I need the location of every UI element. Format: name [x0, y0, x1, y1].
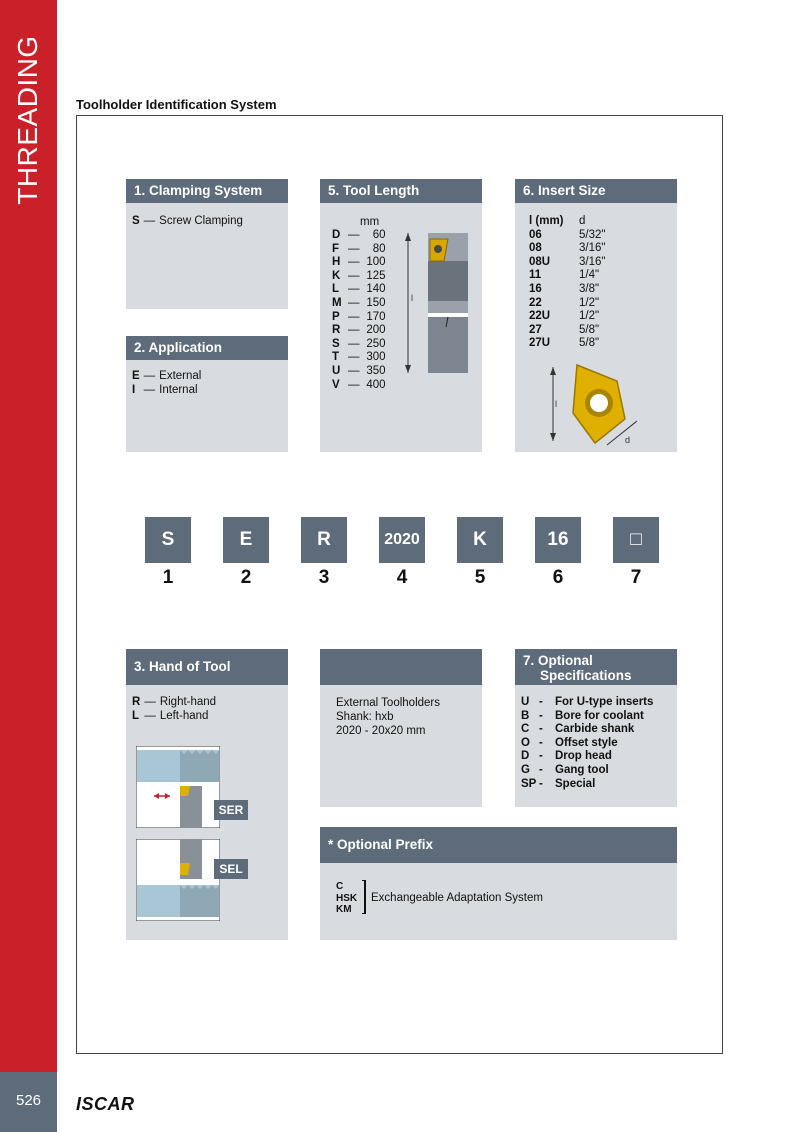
insert-d: 1/2": [579, 310, 600, 323]
item-code: D: [521, 750, 530, 763]
prefix-code: C: [336, 881, 344, 892]
code-box-6: 16: [535, 517, 581, 563]
list-item: [529, 337, 605, 351]
list-item: [521, 723, 653, 737]
length-code: V: [332, 378, 340, 391]
length-code: K: [332, 269, 341, 282]
length-value: 350: [366, 364, 386, 377]
tool-length-panel: [320, 179, 482, 452]
length-code: F: [332, 242, 340, 255]
list-item: [332, 324, 386, 338]
hand-title: 3. Hand of Tool: [126, 649, 288, 685]
code-box-5: K: [457, 517, 503, 563]
col-d-header: d: [579, 215, 586, 227]
application-panel: [126, 336, 288, 452]
list-item: [332, 256, 386, 270]
item-desc: Carbide shank: [555, 723, 635, 736]
list-item: [332, 351, 386, 365]
prefix-desc: Exchangeable Adaptation System: [371, 892, 543, 904]
list-item: [529, 324, 605, 338]
list-item: [132, 710, 216, 724]
item-desc: Offset style: [555, 736, 618, 749]
list-item: [332, 229, 386, 243]
insert-l: 11: [529, 269, 542, 282]
length-code: D: [332, 229, 341, 241]
item-sep: —: [348, 229, 360, 241]
prefix-code: KM: [336, 904, 352, 915]
item-desc: Left-hand: [159, 709, 209, 722]
list-item: [332, 297, 386, 311]
list-item: [332, 311, 386, 325]
insert-d: 5/32": [579, 228, 606, 241]
prefix-code: HSK: [336, 892, 358, 904]
prefix-panel: [320, 827, 677, 940]
code-number-3: 3: [318, 567, 330, 588]
dim-l-label: l: [555, 399, 557, 409]
insert-d: 1/2": [579, 296, 600, 309]
length-code: M: [332, 296, 342, 309]
code-number-2: 2: [240, 567, 252, 588]
clamping-panel: [126, 179, 288, 309]
optional-title-line-2: Specifications: [540, 668, 632, 683]
insert-d: 3/16": [579, 255, 606, 268]
optional-title-line-1: 7. Optional: [523, 653, 593, 668]
brand-logo: ISCAR: [76, 1094, 135, 1114]
application-list: [132, 370, 201, 397]
list-item: [521, 696, 653, 710]
insert-size-list: [529, 215, 605, 351]
length-value: 150: [366, 296, 386, 309]
dim-l-label: l: [411, 293, 413, 303]
length-value: 80: [372, 242, 386, 255]
unit-label: mm: [360, 216, 380, 228]
insert-l: 27U: [529, 337, 551, 350]
item-code: S: [132, 215, 140, 227]
item-desc: Internal: [159, 383, 198, 396]
prefix-title: * Optional Prefix: [320, 827, 677, 863]
length-value: 250: [366, 337, 386, 350]
insert-size-header: [529, 215, 605, 229]
code-box-2: E: [223, 517, 269, 563]
length-code: L: [332, 283, 340, 296]
section-title: THREADING: [12, 35, 43, 205]
prefix-codes: [336, 881, 357, 916]
length-value: 300: [366, 351, 386, 364]
list-item: [332, 365, 386, 379]
item-sep: -: [539, 696, 543, 708]
shank-line-3: 2020 - 20x20 mm: [336, 725, 426, 737]
insert-illustration: [541, 359, 671, 451]
list-item: [332, 338, 386, 352]
item-desc: External: [159, 370, 202, 382]
item-desc: Special: [555, 777, 596, 790]
item-code: L: [132, 709, 140, 722]
length-value: 125: [366, 269, 386, 282]
sel-illustration: [136, 839, 220, 921]
insert-l: 16: [529, 282, 542, 295]
list-item: [529, 229, 605, 243]
clamping-title: 1. Clamping System: [126, 179, 288, 203]
ser-illustration: [136, 746, 220, 828]
dim-d-label: d: [625, 435, 631, 445]
item-code: R: [132, 696, 141, 708]
item-code: C: [521, 723, 530, 736]
list-item: [132, 696, 216, 710]
list-item: [132, 384, 201, 398]
item-sep: -: [539, 763, 543, 776]
list-item: [521, 750, 653, 764]
item-code: E: [132, 370, 140, 382]
list-item: [529, 297, 605, 311]
insert-l: 22: [529, 296, 542, 309]
page-heading: Toolholder Identification System: [76, 97, 277, 112]
item-sep: -: [539, 709, 543, 722]
item-sep: -: [539, 723, 543, 736]
item-sep: —: [348, 378, 360, 391]
item-code: I: [132, 383, 136, 396]
application-title: 2. Application: [126, 336, 288, 360]
code-number-4: 4: [396, 567, 408, 588]
list-item: [529, 269, 605, 283]
item-code: B: [521, 709, 530, 722]
item-sep: —: [348, 324, 360, 337]
item-desc: Drop head: [555, 750, 612, 763]
list-item: [332, 270, 386, 284]
length-value: 400: [366, 378, 386, 391]
item-desc: For U-type inserts: [555, 696, 654, 708]
item-sep: —: [348, 337, 360, 350]
item-desc: Gang tool: [555, 763, 609, 776]
optional-panel: [515, 649, 677, 807]
item-sep: -: [539, 777, 543, 790]
item-sep: —: [144, 696, 156, 708]
insert-l: 08U: [529, 255, 551, 268]
item-sep: —: [144, 709, 156, 722]
length-code: H: [332, 256, 341, 269]
list-item: [529, 242, 605, 256]
ser-label: SER: [214, 800, 248, 820]
list-item: [529, 310, 605, 324]
list-item: [529, 256, 605, 270]
item-code: G: [521, 763, 530, 776]
code-box-4: 2020: [379, 517, 425, 563]
page-number: 526: [15, 1092, 42, 1109]
item-sep: —: [348, 269, 360, 282]
code-box-1: S: [145, 517, 191, 563]
list-item: [521, 764, 653, 778]
length-value: 200: [366, 324, 386, 337]
item-sep: —: [348, 242, 360, 255]
prefix-bracket: [362, 880, 366, 914]
insert-d: 1/4": [579, 269, 600, 282]
item-sep: —: [143, 383, 156, 396]
code-box-7: □: [613, 517, 659, 563]
item-code: SP: [521, 777, 537, 790]
length-code: U: [332, 364, 341, 377]
tool-length-list: [332, 229, 386, 392]
item-sep: —: [348, 351, 360, 364]
tool-length-title: 5. Tool Length: [320, 179, 482, 203]
length-value: 170: [366, 310, 386, 323]
list-item: [332, 243, 386, 257]
insert-size-title: 6. Insert Size: [515, 179, 677, 203]
length-value: 140: [366, 283, 386, 296]
sel-label: SEL: [214, 859, 248, 879]
code-number-6: 6: [552, 567, 564, 588]
insert-l: 08: [529, 242, 542, 255]
item-sep: —: [143, 215, 156, 227]
list-item: [521, 737, 653, 751]
list-item: [132, 370, 201, 384]
item-sep: —: [348, 256, 360, 269]
item-code: U: [521, 696, 530, 708]
item-sep: —: [348, 296, 360, 309]
length-code: P: [332, 310, 340, 323]
item-sep: —: [348, 283, 360, 296]
code-number-7: 7: [630, 567, 642, 588]
hand-panel: [126, 649, 288, 940]
clamping-list: [132, 215, 243, 229]
shank-panel: [320, 649, 482, 807]
item-sep: -: [539, 736, 543, 749]
list-item: [529, 283, 605, 297]
list-item: [332, 379, 386, 393]
col-l-header: l (mm): [529, 215, 564, 227]
code-number-5: 5: [474, 567, 486, 588]
shank-line-1: External Toolholders: [336, 697, 440, 709]
item-desc: Right-hand: [159, 696, 217, 708]
item-sep: -: [539, 750, 543, 763]
list-item: [132, 215, 243, 229]
length-value: 100: [366, 256, 386, 269]
shank-line-2: Shank: hxb: [336, 711, 394, 723]
insert-l: 27: [529, 323, 542, 336]
length-value: 60: [372, 229, 386, 241]
optional-title: [515, 649, 677, 685]
length-code: S: [332, 337, 340, 350]
list-item: [521, 778, 653, 792]
insert-d: 5/8": [579, 337, 600, 350]
item-sep: —: [348, 310, 360, 323]
insert-d: 3/8": [579, 282, 600, 295]
insert-d: 3/16": [579, 242, 606, 255]
toolholder-illustration: [404, 231, 474, 381]
item-desc: Bore for coolant: [555, 709, 644, 722]
insert-l: 06: [529, 228, 542, 241]
item-sep: —: [143, 370, 156, 382]
length-code: T: [332, 351, 340, 364]
item-sep: —: [348, 364, 360, 377]
list-item: [521, 710, 653, 724]
item-code: O: [521, 736, 530, 749]
shank-title: [320, 649, 482, 685]
code-number-1: 1: [162, 567, 174, 588]
code-box-3: R: [301, 517, 347, 563]
insert-l: 22U: [529, 310, 551, 323]
item-desc: Screw Clamping: [159, 215, 243, 227]
hand-list: [132, 696, 216, 723]
optional-list: [521, 696, 653, 791]
list-item: [332, 283, 386, 297]
insert-d: 5/8": [579, 323, 600, 336]
length-code: R: [332, 324, 341, 337]
insert-size-panel: [515, 179, 677, 452]
